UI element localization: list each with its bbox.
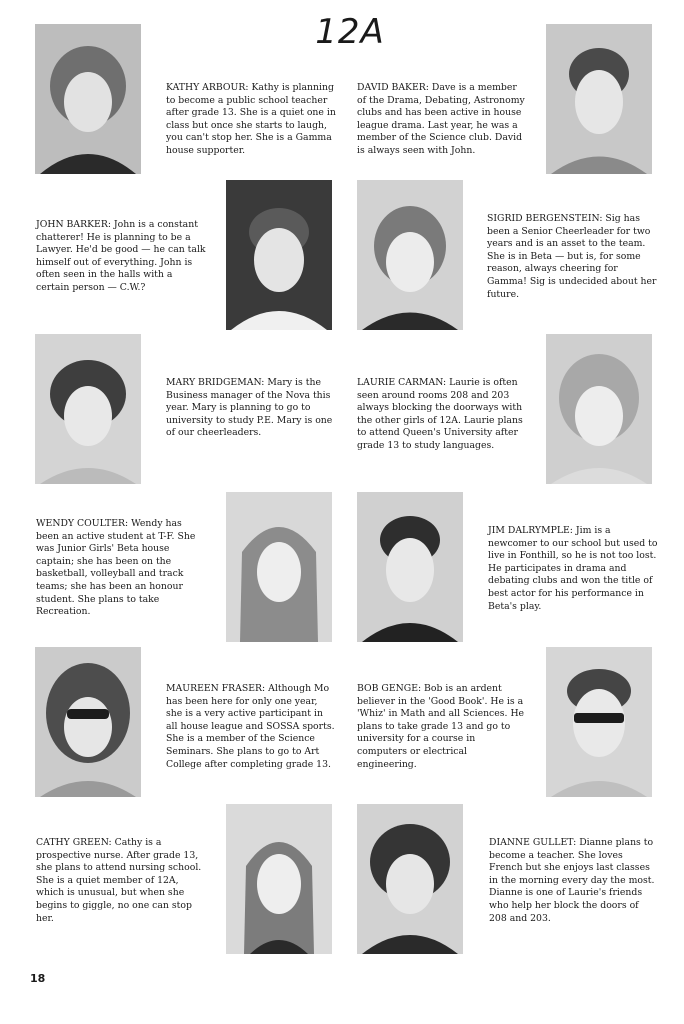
portrait-photo <box>357 492 463 642</box>
student-caption: MARY BRIDGEMAN: Mary is the Business manager of the Nova this year. Mary is planning to go to university to study P.E. Mary is one of our cheerleaders. <box>166 377 333 439</box>
portrait-photo <box>35 647 141 797</box>
page-title: 12A <box>315 12 385 52</box>
student-caption: KATHY ARBOUR: Kathy is planning to become a public school teacher after grade 13. She is a quiet one in class but once she starts to laugh, you can't stop her. She is a Gamma house supporter. <box>166 82 336 156</box>
portrait-photo <box>546 334 652 484</box>
student-caption: LAURIE CARMAN: Laurie is often seen around rooms 208 and 203 always blocking the doorways with the other girls of 12A. Laurie plans to attend Queen's University after grade 13 to study languages. <box>357 377 523 451</box>
student-caption: SIGRID BERGENSTEIN: Sig has been a Senior Cheerleader for two years and is an asset to the team. She is in Beta — but is, for some reason, always cheering for Gamma! Sig is undecided about her future. <box>487 213 657 300</box>
student-caption: MAUREEN FRASER: Although Mo has been here for only one year, she is a very active participant in all house league and SOSSA sports. She is a member of the Science Seminars. She plans to go to Art College after completing grade 13. <box>166 683 335 770</box>
portrait-photo <box>357 180 463 330</box>
portrait-photo <box>226 804 332 954</box>
student-caption: BOB GENGE: Bob is an ardent believer in the 'Good Book'. He is a 'Whiz' in Math and all Sciences. He plans to take grade 13 and go to university for a course in computers or electrical engineering. <box>357 683 525 770</box>
portrait-photo <box>226 180 332 330</box>
portrait-photo <box>546 24 652 174</box>
page-number: 18 <box>30 972 46 985</box>
student-caption: DAVID BAKER: Dave is a member of the Drama, Debating, Astronomy clubs and has been active in house league drama. Last year, he was a member of the Science club. David is always seen with John. <box>357 82 525 156</box>
student-caption: JOHN BARKER: John is a constant chatterer! He is planning to be a Lawyer. He'd be good — he can talk himself out of everything. John is often seen in the halls with a certain person — C.W.? <box>36 219 206 293</box>
student-caption: WENDY COULTER: Wendy has been an active student at T-F. She was Junior Girls' Beta house captain; she has been on the basketball, volleyball and track teams; she has been an honour student. She plans to take Recreation. <box>36 518 196 618</box>
student-caption: CATHY GREEN: Cathy is a prospective nurse. After grade 13, she plans to attend nursing school. She is a quiet member of 12A, which is unusual, but when she begins to giggle, no one can stop her. <box>36 837 202 924</box>
student-caption: JIM DALRYMPLE: Jim is a newcomer to our school but used to live in Fonthill, so he is not too lost. He participates in drama and debating clubs and won the title of best actor for his performance in Beta's play. <box>488 525 658 612</box>
portrait-photo <box>35 334 141 484</box>
portrait-photo <box>357 804 463 954</box>
student-caption: DIANNE GULLET: Dianne plans to become a teacher. She loves French but she enjoys last classes in the morning every day the most. Dianne is one of Laurie's friends who help her block the doors of 208 and 203. <box>489 837 655 924</box>
portrait-photo <box>226 492 332 642</box>
portrait-photo <box>546 647 652 797</box>
portrait-photo <box>35 24 141 174</box>
